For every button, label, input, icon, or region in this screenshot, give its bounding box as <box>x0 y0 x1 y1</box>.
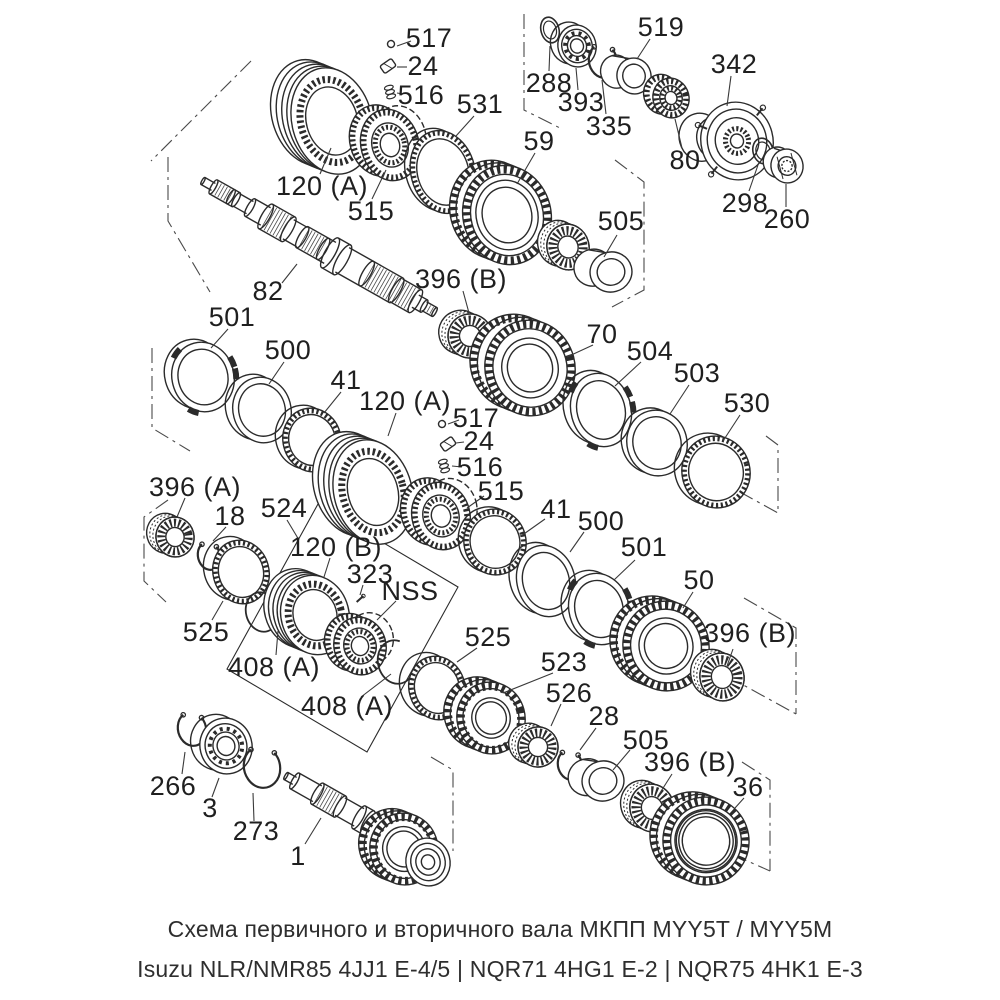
part-label-408A-41: 408 (A) <box>300 691 394 721</box>
leader-line-24 <box>388 413 396 436</box>
leader-line-15 <box>282 264 297 283</box>
part-label-501-16: 501 <box>208 302 256 332</box>
part-label-525-42: 525 <box>182 617 230 647</box>
part-label-288-7: 288 <box>525 68 573 98</box>
leader-line-31 <box>614 560 635 580</box>
part-label-516-2: 516 <box>397 80 445 110</box>
leader-line-46 <box>580 728 596 750</box>
part-spring-516-1 <box>384 84 396 99</box>
part-label-504-21: 504 <box>626 336 674 366</box>
part-label-505-47: 505 <box>622 725 670 755</box>
part-label-396B-19: 396 (B) <box>414 264 508 294</box>
part-label-516-27: 516 <box>456 452 504 482</box>
part-label-501-31: 501 <box>620 532 668 562</box>
part-label-3-52: 3 <box>202 793 218 823</box>
part-label-82-15: 82 <box>252 276 284 306</box>
part-label-266-51: 266 <box>149 771 197 801</box>
part-label-120A-3: 120 (A) <box>275 171 369 201</box>
part-label-531-5: 531 <box>456 89 504 119</box>
part-label-393-8: 393 <box>557 87 605 117</box>
part-label-525-43: 525 <box>464 622 512 652</box>
part-label-515-4: 515 <box>347 196 395 226</box>
part-label-515-28: 515 <box>477 476 525 506</box>
axis-guide <box>151 61 251 161</box>
part-ball-517-1 <box>387 40 396 49</box>
part-label-260-14: 260 <box>763 204 811 234</box>
part-label-517-25: 517 <box>452 403 500 433</box>
axis-guide <box>744 598 796 714</box>
part-label-396A-34: 396 (A) <box>148 472 242 502</box>
part-label-80-11: 80 <box>669 145 701 175</box>
part-key-24-1 <box>378 58 397 75</box>
leader-line-23 <box>723 415 740 441</box>
leader-line-5 <box>456 116 474 136</box>
part-label-342-12: 342 <box>710 49 758 79</box>
part-pin-323 <box>355 594 366 602</box>
part-label-41-18: 41 <box>330 365 362 395</box>
leader-line-12 <box>727 76 731 106</box>
leader-line-17 <box>269 362 284 384</box>
part-bushing-505-2 <box>564 750 628 809</box>
part-label-500-30: 500 <box>577 506 625 536</box>
part-label-18-35: 18 <box>214 501 246 531</box>
part-label-28-46: 28 <box>588 701 620 731</box>
part-label-396B-33: 396 (B) <box>703 618 797 648</box>
part-label-59-6: 59 <box>523 126 555 156</box>
caption-line-2: Isuzu NLR/NMR85 4JJ1 E-4/5 | NQR71 4HG1 E-2 | NQR75 4HK1 E-3 <box>137 956 863 982</box>
part-label-323-38: 323 <box>346 559 394 589</box>
part-label-523-44: 523 <box>540 647 588 677</box>
part-label-524-36: 524 <box>260 493 308 523</box>
part-nbearing-396A <box>142 507 198 563</box>
part-label-503-22: 503 <box>673 358 721 388</box>
leader-line-10 <box>637 39 650 59</box>
part-label-NSS-39: NSS <box>381 576 439 606</box>
part-keyring-501-1 <box>157 330 245 422</box>
part-ball-517-2 <box>438 420 447 429</box>
part-label-70-20: 70 <box>586 319 618 349</box>
part-shaft-1 <box>279 764 378 835</box>
part-key-24-2 <box>438 436 457 453</box>
leader-line-18 <box>324 392 341 413</box>
part-label-526-45: 526 <box>545 678 593 708</box>
part-label-36-50: 36 <box>732 772 764 802</box>
leader-line-19 <box>463 291 469 313</box>
part-spring-516-2 <box>438 458 450 473</box>
part-label-1-54: 1 <box>290 841 306 871</box>
part-label-120B-37: 120 (B) <box>289 532 383 562</box>
part-label-530-23: 530 <box>723 388 771 418</box>
part-label-41-29: 41 <box>540 494 572 524</box>
part-label-396B-49: 396 (B) <box>643 747 737 777</box>
part-label-24-26: 24 <box>463 426 495 456</box>
leader-line-54 <box>305 818 321 844</box>
part-label-50-32: 50 <box>683 565 715 595</box>
leader-line-22 <box>670 385 689 414</box>
part-label-335-9: 335 <box>585 111 633 141</box>
part-label-298-13: 298 <box>721 188 769 218</box>
part-label-273-53: 273 <box>232 816 280 846</box>
part-label-517-0: 517 <box>405 23 453 53</box>
part-label-120A-24: 120 (A) <box>358 386 452 416</box>
part-label-519-10: 519 <box>637 12 685 42</box>
part-label-24-1: 24 <box>407 51 439 81</box>
part-label-505-48: 505 <box>597 206 645 236</box>
part-label-408A-40: 408 (A) <box>227 652 321 682</box>
caption-line-1: Схема первичного и вторичного вала МКПП MYY5T / MYY5M <box>167 916 833 942</box>
part-label-500-17: 500 <box>264 335 312 365</box>
